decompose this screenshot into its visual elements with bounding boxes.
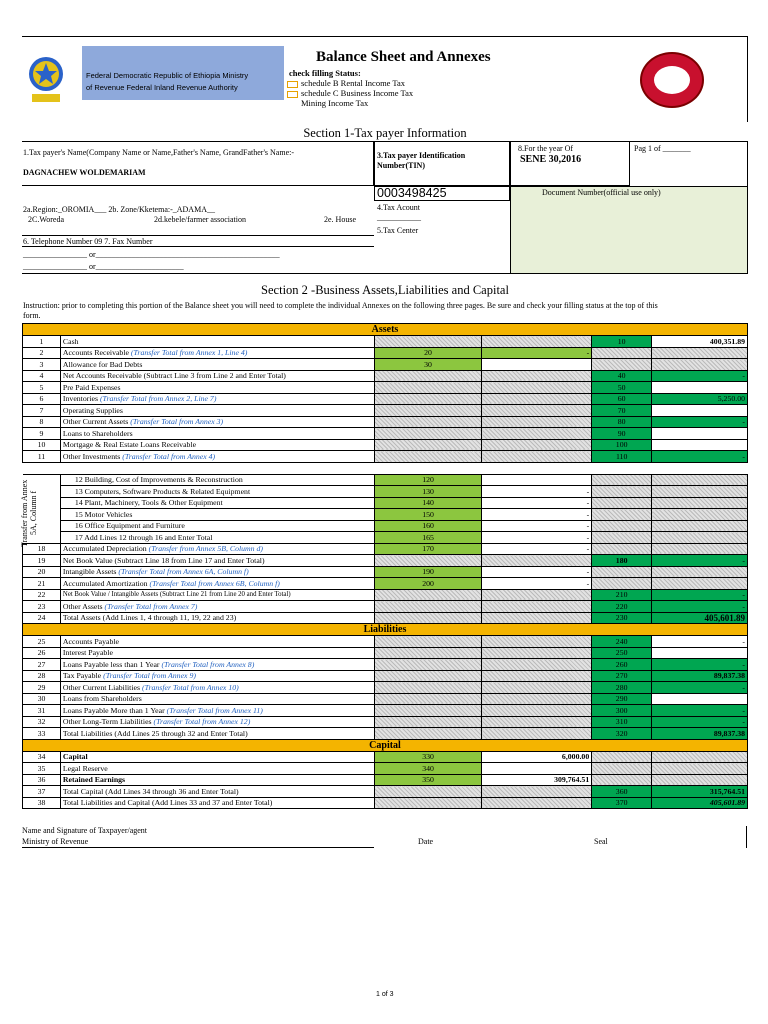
signature-label: Name and Signature of Taxpayer/agent: [22, 826, 148, 835]
liabilities-header: Liabilities: [23, 624, 748, 636]
table-row: 12 Building, Cost of Improvements & Reconstruction 120: [23, 474, 748, 486]
tin-value[interactable]: 0003498425: [377, 186, 447, 200]
checkbox-icon[interactable]: [287, 81, 298, 88]
name-value[interactable]: DAGNACHEW WOLDEMARIAM: [23, 168, 146, 177]
phone-line-1[interactable]: ________________ or______________________________________________: [23, 250, 280, 259]
tax-center-label: 5.Tax Center: [377, 226, 419, 235]
section2-title: Section 2 -Business Assets,Liabilities and Capital: [261, 283, 509, 297]
assets-header-row: [23, 324, 748, 336]
page-number: 1 of 3: [376, 991, 394, 998]
total-assets-value[interactable]: 405,601.89: [652, 612, 748, 624]
year-label: 8.For the year Of: [518, 144, 574, 153]
side-transfer-label: Transfer from Annex 5A, Column f: [20, 479, 38, 547]
name-label: 1.Tax payer's Name(Company Name or Name,Father's Name, GrandFather's Name:-: [23, 148, 295, 157]
table-row: 8 Other Current Assets (Transfer Total from Annex 3) 80 -: [23, 416, 748, 428]
table-row: 14 Plant, Machinery, Tools & Other Equipment 140 -: [23, 497, 748, 509]
filling-option-b[interactable]: schedule B Rental Income Tax: [287, 78, 413, 88]
agency-banner: [82, 46, 284, 100]
agency-line-1: Federal Democratic Republic of Ethiopia Ministry: [86, 71, 249, 80]
agency-line-2: of Revenue Federal Inland Revenue Authority: [86, 83, 238, 92]
doc-number-box: [510, 186, 748, 274]
cash-value[interactable]: 400,351.89: [652, 336, 748, 348]
kebele-label: 2d.kebele/farmer association: [154, 215, 246, 224]
table-row: 18 Accumulated Depreciation (Transfer from Annex 5B, Column d) 170 -: [23, 543, 748, 555]
filling-status: [287, 68, 413, 108]
tin-label: 3.Tax payer Identification Number(TIN): [377, 151, 466, 170]
table-row: 19 Net Book Value (Subtract Line 18 from Line 17 and Enter Total) 180 -: [23, 555, 748, 567]
doc-number-label: Document Number(official use only): [542, 188, 661, 197]
table-row: 13 Computers, Software Products & Related Equipment 130 -: [23, 486, 748, 498]
page-title: Balance Sheet and Annexes: [316, 49, 491, 65]
authority-seal-icon: [640, 52, 704, 108]
tax-account-blank[interactable]: ___________: [377, 213, 421, 222]
assets-header: Assets: [23, 324, 748, 336]
table-row: 4 Net Accounts Receivable (Subtract Line 3 from Line 2 and Enter Total) 40 -: [23, 370, 748, 382]
filling-status-label: check filling Status:: [289, 68, 361, 78]
table-row: 21 Accumulated Amortization (Transfer Total from Annex 6B, Column f) 200 -: [23, 578, 748, 590]
table-row: 7 Operating Supplies 70: [23, 405, 748, 417]
table-row: 35 Legal Reserve 340: [23, 763, 748, 775]
table-row: 23 Other Assets (Transfer Total from Annex 7) 220 -: [23, 601, 748, 613]
table-row: 10 Mortgage & Real Estate Loans Receivable 100: [23, 439, 748, 451]
checkbox-icon[interactable]: [287, 91, 298, 98]
table-row: 28 Tax Payable (Transfer Total from Annex 9) 270 89,837.38: [23, 670, 748, 682]
table-row: 36 Retained Earnings 350 309,764.51: [23, 774, 748, 786]
house-label: 2e. House: [324, 215, 356, 224]
ministry-label: Ministry of Revenue: [22, 837, 374, 848]
table-row: 6 Inventories (Transfer Total from Annex 2, Line 7) 60 5,250.00: [23, 393, 748, 405]
phone-label: 6. Telephone Number 09 7. Fax Number: [23, 237, 153, 246]
table-row: 37 Total Capital (Add Lines 34 through 36 and Enter Total) 360 315,764.51: [23, 786, 748, 798]
table-row: 30 Loans from Shareholders 290: [23, 693, 748, 705]
table-row: 25 Accounts Payable 240 -: [23, 636, 748, 648]
tax-account-label: 4.Tax Acount: [377, 203, 420, 212]
table-row: 27 Loans Payable less than 1 Year (Transfer Total from Annex 8) 260 -: [23, 659, 748, 671]
table-row: 22 Net Book Value / Intangible Assets (Subtract Line 21 from Line 20 and Enter Total) 210 -: [23, 589, 748, 601]
year-value[interactable]: SENE 30,2016: [520, 154, 582, 165]
liabilities-header-row: [23, 624, 748, 636]
table-row: 29 Other Current Liabilities (Transfer Total from Annex 10) 280 -: [23, 682, 748, 694]
table-row: 32 Other Long-Term Liabilities (Transfer Total from Annex 12) 310 -: [23, 716, 748, 728]
table-row: 1 Cash 10 400,351.89: [23, 336, 748, 348]
table-row: 31 Loans Payable More than 1 Year (Transfer Total from Annex 11) 300 -: [23, 705, 748, 717]
filling-option-mining[interactable]: Mining Income Tax: [287, 98, 413, 108]
emblem-icon: [26, 48, 66, 106]
table-row: 20 Intangible Assets (Transfer Total from Annex 6A, Column f) 190 -: [23, 566, 748, 578]
footer-divider: [746, 826, 747, 848]
page-label: Pag 1 of _______: [634, 144, 691, 153]
table-row: 24 Total Assets (Add Lines 1, 4 through 11, 19, 22 and 23) 230 405,601.89: [23, 612, 748, 624]
table-row: 3 Allowance for Bad Debts 30: [23, 359, 748, 371]
table-row: 38 Total Liabilities and Capital (Add Lines 33 and 37 and Enter Total) 370 405,601.89: [23, 797, 748, 809]
table-row: 15 Motor Vehicles 150 -: [23, 509, 748, 521]
woreda-label: 2C.Woreda: [28, 215, 65, 224]
checkbox-icon[interactable]: [287, 101, 298, 108]
region-line[interactable]: 2a.Region:_OROMIA___ 2b. Zone/Kketema:-_ADAMA__: [23, 205, 215, 214]
table-row: 11 Other Investments (Transfer Total from Annex 4) 110 -: [23, 451, 748, 463]
section1-title: Section 1-Tax payer Information: [303, 126, 467, 140]
table-row: 16 Office Equipment and Furniture 160 -: [23, 520, 748, 532]
capital-header: Capital: [23, 739, 748, 751]
table-row: 2 Accounts Receivable (Transfer Total from Annex 1, Line 4) 20 -: [23, 347, 748, 359]
seal-label: Seal: [594, 837, 608, 846]
spacer-row: [23, 462, 748, 474]
instruction-text: Instruction: prior to completing this portion of the Balance sheet you will need to complete the individual Annexes on the following three pages. Be sure and check your filling status at the top of this form.: [23, 301, 658, 320]
filling-option-c[interactable]: schedule C Business Income Tax: [287, 88, 413, 98]
table-row: 33 Total Liabilities (Add Lines 25 through 32 and Enter Total) 320 89,837.38: [23, 728, 748, 740]
date-label: Date: [418, 837, 434, 846]
table-row: 26 Interest Payable 250: [23, 647, 748, 659]
phone-line-2[interactable]: ________________ or______________________: [23, 262, 184, 271]
table-row: 34 Capital 330 6,000.00: [23, 751, 748, 763]
balance-sheet-table: [22, 323, 748, 809]
capital-header-row: [23, 739, 748, 751]
table-row: 9 Loans to Shareholders 90: [23, 428, 748, 440]
table-row: 17 Add Lines 12 through 16 and Enter Total 165 -: [23, 532, 748, 544]
table-row: 5 Pre Paid Expenses 50: [23, 382, 748, 394]
